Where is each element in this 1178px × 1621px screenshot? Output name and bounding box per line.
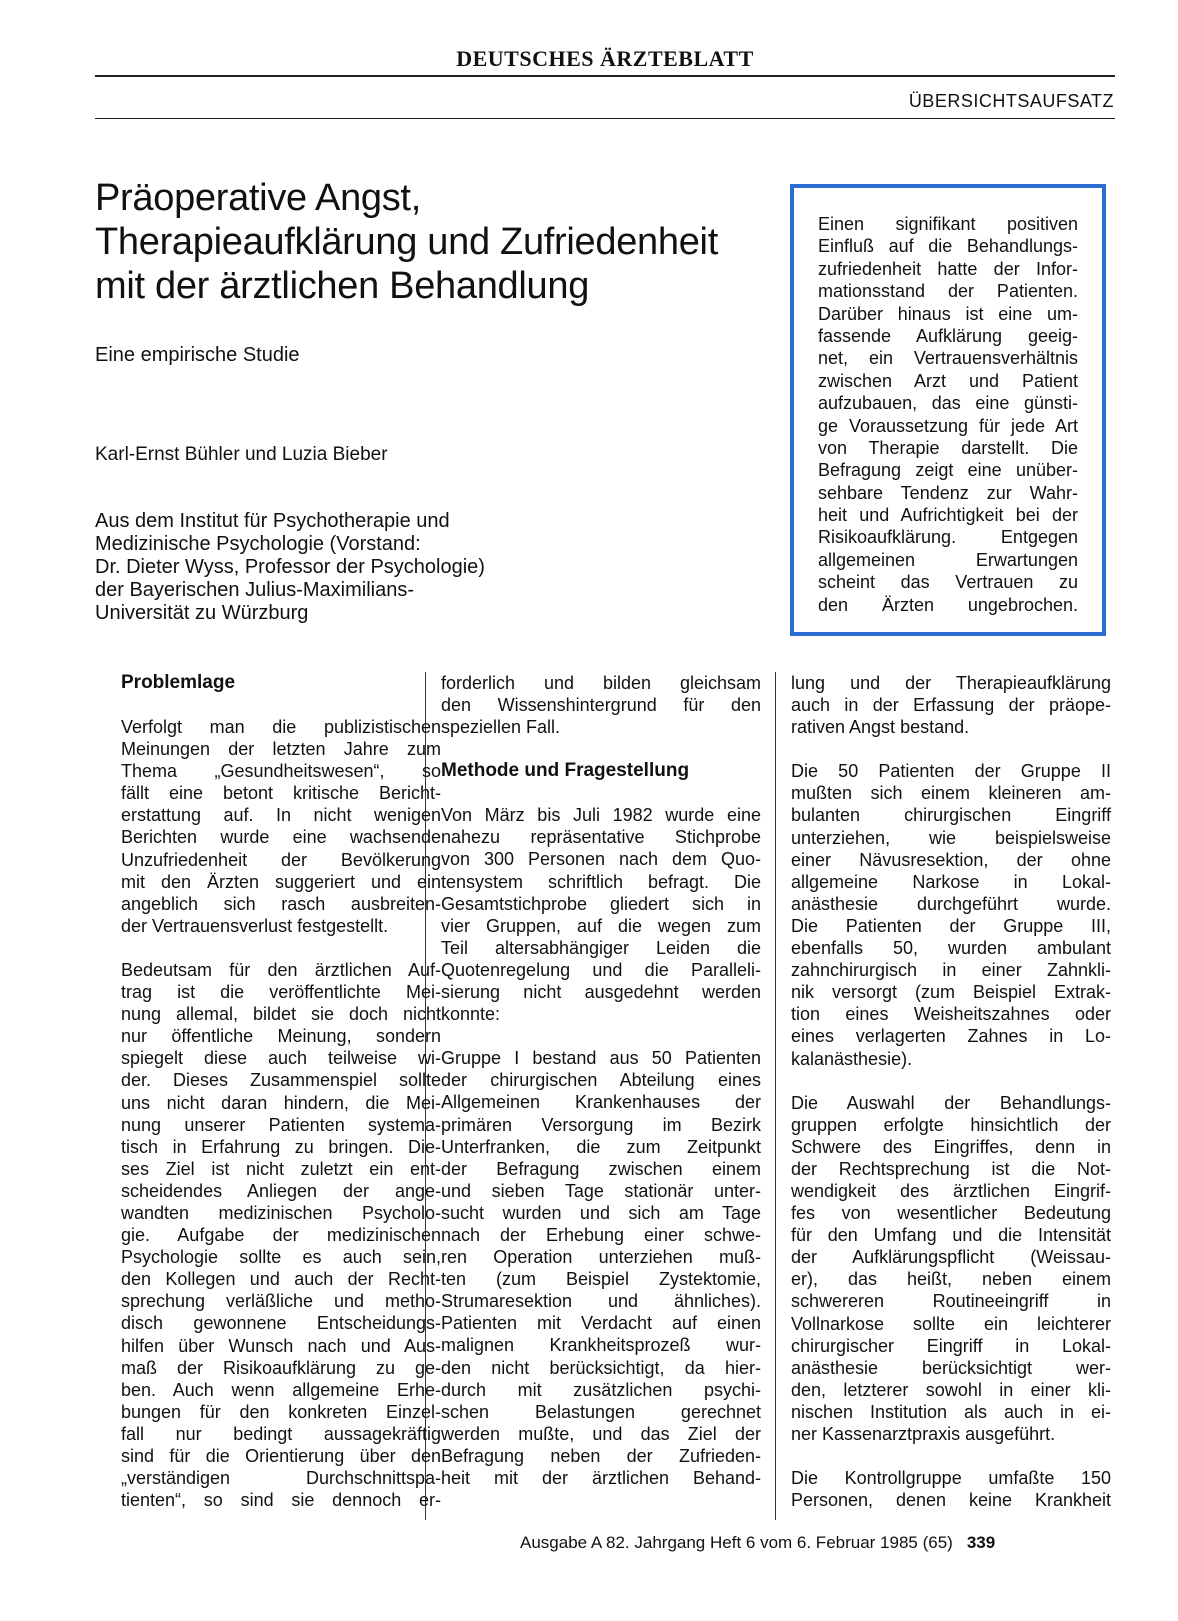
text-line: spiegelt diese auch teilweise wi- xyxy=(121,1048,441,1069)
text-line: Psychologie sollte es auch sein, xyxy=(121,1247,441,1268)
text-line: wandten medizinischen Psycholo- xyxy=(121,1202,441,1223)
text-line: angeblich sich rasch ausbreiten- xyxy=(121,893,441,914)
text-line: den Kollegen und auch der Recht- xyxy=(121,1269,441,1290)
text-line: Verfolgt man die publizistischen xyxy=(121,717,441,737)
text-line: der Vertrauensverlust festgestellt. xyxy=(121,915,389,936)
text-line: wendigkeit des ärztlichen Eingrif- xyxy=(791,1180,1111,1201)
text-line: Berichten wurde eine wachsende xyxy=(121,827,441,848)
text-line: und sieben Tage stationär unter- xyxy=(441,1180,761,1201)
text-line: mit den Ärzten suggeriert und ein xyxy=(121,871,441,892)
text-column-3 xyxy=(791,672,1111,1533)
masthead-rule xyxy=(95,75,1115,77)
abstract-line: Darüber hinaus ist eine um- xyxy=(818,303,1078,324)
journal-masthead: DEUTSCHES ÄRZTEBLATT xyxy=(456,46,754,71)
text-line: Unzufriedenheit der Bevölkerung xyxy=(121,849,441,870)
text-line: Quotenregelung und die Paralleli- xyxy=(441,959,761,980)
paragraph xyxy=(791,1467,1111,1511)
text-line: anästhesie durchgeführt wurde. xyxy=(791,893,1111,914)
text-line: anästhesie berücksichtigt wer- xyxy=(791,1357,1111,1378)
text-line: Meinungen der letzten Jahre zum xyxy=(121,739,441,760)
text-line: der Befragung zwischen einem xyxy=(441,1158,761,1179)
text-line: gruppen erfolgte hinsichtlich der xyxy=(791,1114,1111,1135)
text-line: chirurgischer Eingriff in Lokal- xyxy=(791,1335,1111,1356)
paragraph xyxy=(121,716,441,937)
text-line: Teil altersabhängiger Leiden die xyxy=(441,937,761,958)
abstract-box xyxy=(790,184,1106,636)
section-rule xyxy=(95,118,1115,119)
text-line: ren Operation unterziehen muß- xyxy=(441,1247,761,1268)
text-line: ner Kassenarztpraxis ausgeführt. xyxy=(791,1424,1056,1444)
text-line: Allgemeinen Krankenhauses der xyxy=(441,1092,761,1113)
section-heading-methode: Methode und Fragestellung xyxy=(441,760,690,782)
text-line: der Rechtsprechung ist die Not- xyxy=(791,1158,1111,1179)
affiliation-line: Universität zu Würzburg xyxy=(95,602,309,624)
text-line: Die 50 Patienten der Gruppe II xyxy=(791,761,1111,782)
text-line: nischen Institution als auch in ei- xyxy=(791,1401,1111,1422)
text-line: lung und der Therapieaufklärung xyxy=(791,673,1111,693)
text-line: uns nicht daran hindern, die Mei- xyxy=(121,1092,441,1113)
text-line: „verständigen Durchschnittspa- xyxy=(121,1468,441,1489)
text-line: auch in der Erfassung der präope- xyxy=(791,695,1111,716)
text-line: Unterfranken, die zum Zeitpunkt xyxy=(441,1136,761,1157)
text-line: Vollnarkose sollte ein leichterer xyxy=(791,1313,1111,1334)
abstract-line: heit und Aufrichtigkeit bei der xyxy=(818,505,1078,526)
author-affiliation xyxy=(95,510,655,625)
column-1-body xyxy=(121,716,441,1511)
affiliation-line: Medizinische Psychologie (Vorstand: xyxy=(95,533,421,555)
abstract-line: ge Voraussetzung für jede Art xyxy=(818,415,1078,436)
text-line: primären Versorgung im Bezirk xyxy=(441,1114,761,1135)
text-line: sprechung verläßliche und metho- xyxy=(121,1291,441,1312)
page-number: 339 xyxy=(966,1533,996,1552)
text-line: den, letzterer sowohl in einer kli- xyxy=(791,1379,1111,1400)
text-line: sierung nicht ausgedehnt werden xyxy=(441,982,761,1003)
text-line: nur öffentliche Meinung, sondern xyxy=(121,1026,441,1047)
text-line: kalanästhesie). xyxy=(791,1048,913,1069)
text-line: tion eines Weisheitszahnes oder xyxy=(791,1004,1111,1025)
text-line: nach der Erhebung einer schwe- xyxy=(441,1224,761,1245)
abstract-line: den Ärzten ungebrochen. xyxy=(818,594,1078,615)
text-line: den Wissenshintergrund für den xyxy=(441,695,761,716)
column-3-body xyxy=(791,672,1111,1511)
text-line: schen Belastungen gerechnet xyxy=(441,1401,761,1422)
abstract-line: zwischen Arzt und Patient xyxy=(818,370,1078,391)
text-line: eines verlagerten Zahnes in Lo- xyxy=(791,1026,1111,1047)
text-line: unterziehen, wie beispielsweise xyxy=(791,827,1111,848)
text-line: tienten“, so sind sie dennoch er- xyxy=(121,1490,441,1511)
text-line: durch mit zusätzlichen psychi- xyxy=(441,1379,761,1400)
text-line: Von März bis Juli 1982 wurde eine xyxy=(441,805,761,826)
text-line: werden mußte, und das Ziel der xyxy=(441,1423,761,1444)
paragraph xyxy=(791,672,1111,738)
text-line: ebenfalls 50, wurden ambulant xyxy=(791,938,1111,959)
text-line: Strumaresektion und ähnliches). xyxy=(441,1291,761,1312)
text-line: der. Dieses Zusammenspiel sollte xyxy=(121,1070,441,1091)
text-line: nung allemal, bildet sie doch nicht xyxy=(121,1004,441,1025)
text-line: nung unserer Patienten systema- xyxy=(121,1114,441,1135)
text-line: Personen, denen keine Krankheit xyxy=(791,1490,1111,1511)
text-line: Patienten mit Verdacht auf einen xyxy=(441,1313,761,1334)
text-line: maß der Risikoaufklärung zu ge- xyxy=(121,1357,441,1378)
section-label: ÜBERSICHTSAUFSATZ xyxy=(908,91,1114,111)
article-authors: Karl-Ernst Bühler und Luzia Bieber xyxy=(95,444,388,465)
paragraph xyxy=(791,1092,1111,1446)
text-line: für den Umfang und die Intensität xyxy=(791,1225,1111,1246)
text-line: nik versorgt (zum Beispiel Extrak- xyxy=(791,982,1111,1003)
text-line: vier Gruppen, auf die wegen zum xyxy=(441,915,761,936)
abstract-line: Einfluß auf die Behandlungs- xyxy=(818,236,1078,257)
text-line: Bedeutsam für den ärztlichen Auf- xyxy=(121,959,441,980)
text-line: schwereren Routineeingriff in xyxy=(791,1291,1111,1312)
article-subtitle: Eine empirische Studie xyxy=(95,344,300,366)
abstract-line: Befragung zeigt eine unüber- xyxy=(818,460,1078,481)
abstract-line: sehbare Tendenz zur Wahr- xyxy=(818,482,1078,503)
text-line: den nicht berücksichtigt, da hier- xyxy=(441,1357,761,1378)
text-line: er), das heißt, neben einem xyxy=(791,1269,1111,1290)
text-line: einer Nävusresektion, der ohne xyxy=(791,849,1111,870)
abstract-line: Risikoaufklärung. Entgegen xyxy=(818,527,1078,548)
text-line: der Aufklärungspflicht (Weissau- xyxy=(791,1247,1111,1268)
text-line: fall nur bedingt aussagekräftig xyxy=(121,1423,441,1444)
title-line: Präoperative Angst, xyxy=(95,177,421,219)
text-line: heit mit der ärztlichen Behand- xyxy=(441,1468,761,1488)
affiliation-line: der Bayerischen Julius-Maximilians- xyxy=(95,579,414,601)
column-2-intro xyxy=(441,672,761,738)
text-line: Die Auswahl der Behandlungs- xyxy=(791,1092,1111,1113)
paragraph xyxy=(791,760,1111,1069)
text-line: Schwere des Eingriffes, denn in xyxy=(791,1136,1111,1157)
text-line: scheidendes Anliegen der ange- xyxy=(121,1180,441,1201)
text-line: Befragung neben der Zufrieden- xyxy=(441,1445,761,1466)
text-line: malignen Krankheitsprozeß wur- xyxy=(441,1335,761,1356)
text-line: mußten sich einem kleineren am- xyxy=(791,783,1111,804)
section-heading-problemlage: Problemlage xyxy=(121,672,236,693)
abstract-line: zufriedenheit hatte der Infor- xyxy=(818,258,1078,279)
text-line: bulanten chirurgischen Eingriff xyxy=(791,805,1111,826)
text-line: von 300 Personen nach dem Quo- xyxy=(441,849,761,870)
text-line: hilfen über Wunsch nach und Aus- xyxy=(121,1335,441,1356)
text-line: Die Kontrollgruppe umfaßte 150 xyxy=(791,1468,1111,1489)
text-line: fällt eine betont kritische Bericht- xyxy=(121,783,441,804)
text-line: bungen für den konkreten Einzel- xyxy=(121,1401,441,1422)
page-footer xyxy=(520,1532,995,1554)
text-line: trag ist die veröffentlichte Mei- xyxy=(121,982,441,1003)
text-line: forderlich und bilden gleichsam xyxy=(441,673,761,693)
text-line: nahezu repräsentative Stichprobe xyxy=(441,827,761,848)
text-line: gie. Aufgabe der medizinischen xyxy=(121,1225,441,1246)
abstract-line: mationsstand der Patienten. xyxy=(818,281,1078,302)
column-2-body xyxy=(441,804,761,1489)
text-line: tensystem schriftlich befragt. Die xyxy=(441,871,761,892)
text-line: allgemeine Narkose in Lokal- xyxy=(791,871,1111,892)
text-line: Gesamtstichprobe gliedert sich in xyxy=(441,893,761,914)
abstract-line: scheint das Vertrauen zu xyxy=(818,572,1078,593)
text-line: sind für die Orientierung über den xyxy=(121,1446,441,1466)
text-line: ses Ziel ist nicht zuletzt ein ent- xyxy=(121,1158,441,1179)
abstract-line: allgemeinen Erwartungen xyxy=(818,549,1078,570)
abstract-line: aufzubauen, das eine günsti- xyxy=(818,393,1078,414)
title-line: mit der ärztlichen Behandlung xyxy=(95,265,590,307)
text-line: tisch in Erfahrung zu bringen. Die- xyxy=(121,1136,441,1157)
text-column-2 xyxy=(441,672,761,1511)
paragraph xyxy=(441,804,761,1025)
text-line: speziellen Fall. xyxy=(441,717,561,738)
text-line: disch gewonnene Entscheidungs- xyxy=(121,1313,441,1334)
text-line: rativen Angst bestand. xyxy=(791,717,970,738)
article-title xyxy=(95,176,775,308)
abstract-line: fassende Aufklärung geeig- xyxy=(818,325,1078,346)
text-line: Gruppe I bestand aus 50 Patienten xyxy=(441,1048,761,1069)
abstract-line: von Therapie darstellt. Die xyxy=(818,437,1078,458)
text-line: ten (zum Beispiel Zystektomie, xyxy=(441,1269,761,1290)
paragraph xyxy=(441,1047,761,1489)
text-line: erstattung auf. In nicht wenigen xyxy=(121,805,441,826)
text-column-1 xyxy=(121,672,441,1533)
text-line: konnte: xyxy=(441,1004,501,1025)
footer-issue-info: Ausgabe A 82. Jahrgang Heft 6 vom 6. Februar 1985 (65) xyxy=(520,1533,953,1552)
column-divider xyxy=(775,672,776,1520)
text-line: der chirurgischen Abteilung eines xyxy=(441,1070,761,1091)
text-line: zahnchirurgisch in einer Zahnkli- xyxy=(791,960,1111,981)
paragraph xyxy=(121,959,441,1511)
text-line: ben. Auch wenn allgemeine Erhe- xyxy=(121,1379,441,1400)
text-line: Die Patienten der Gruppe III, xyxy=(791,915,1111,936)
affiliation-line: Aus dem Institut für Psychotherapie und xyxy=(95,510,450,532)
text-line: fes von wesentlicher Bedeutung xyxy=(791,1203,1111,1224)
text-line: Thema „Gesundheitswesen“, so xyxy=(121,761,441,782)
text-line: sucht wurden und sich am Tage xyxy=(441,1202,761,1223)
abstract-line: net, ein Vertrauensverhältnis xyxy=(818,348,1078,369)
title-line: Therapieaufklärung und Zufriedenheit xyxy=(95,221,718,263)
affiliation-line: Dr. Dieter Wyss, Professor der Psychologie) xyxy=(95,556,485,578)
abstract-line: Einen signifikant positiven xyxy=(818,214,1078,234)
